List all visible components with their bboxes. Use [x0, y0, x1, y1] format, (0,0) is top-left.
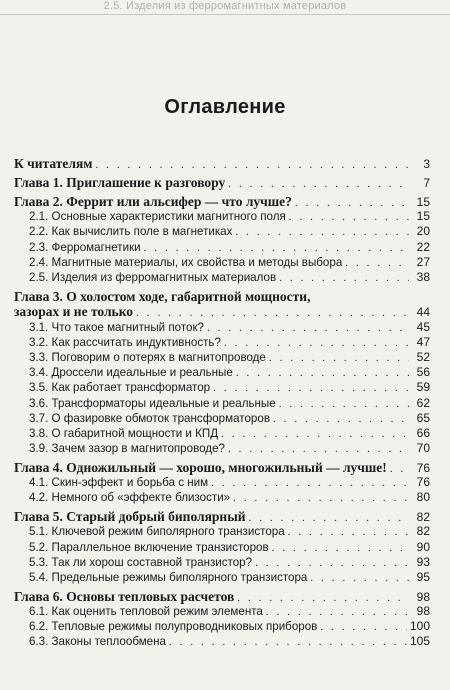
toc-page-number: 95	[416, 570, 430, 585]
toc-page-number: 38	[416, 270, 430, 285]
toc-chapter-entry[interactable]	[14, 509, 430, 525]
toc-section-entry[interactable]	[14, 411, 430, 426]
toc-entry-label: 3.7. О фазировке обмоток трансформаторов	[29, 411, 270, 425]
toc-entry-label: Глава 2. Феррит или альсифер — что лучше?	[14, 193, 292, 209]
toc-section-entry[interactable]	[14, 320, 430, 335]
toc-entry-label: 3.5. Как работает трансформатор	[29, 381, 211, 395]
toc-entry-label: Глава 3. О холостом ходе, габаритной мощности,	[14, 288, 311, 304]
dot-leader	[95, 158, 409, 174]
toc-entry-label: зазорах и не только	[14, 304, 134, 320]
toc-section-entry[interactable]	[14, 441, 430, 456]
toc-entry-label: 2.3. Ферромагнетики	[29, 240, 141, 254]
toc-page-number: 3	[423, 157, 430, 171]
dot-leader	[221, 427, 409, 442]
toc-page-number: 59	[416, 380, 430, 395]
dot-leader	[345, 256, 409, 271]
dot-leader	[228, 442, 409, 457]
toc-entry-label: 4.2. Немного об «эффекте близости»	[29, 491, 231, 505]
toc-section-entry[interactable]	[14, 335, 430, 350]
dot-leader	[237, 591, 409, 607]
toc-page-number: 90	[416, 539, 430, 554]
toc-entry-label: 3.6. Трансформаторы идеальные и реальные	[29, 396, 276, 410]
toc-page-number: 44	[416, 305, 430, 320]
toc-section-entry[interactable]	[14, 396, 430, 411]
dot-leader	[279, 397, 409, 412]
dot-leader	[255, 556, 409, 571]
toc-section-entry[interactable]	[14, 426, 430, 441]
dot-leader	[169, 635, 407, 650]
toc-chapter-entry[interactable]	[14, 156, 430, 172]
toc-entry-label: 4.1. Скин-эффект и борьба с ним	[29, 476, 209, 490]
toc-section-entry[interactable]	[14, 634, 430, 649]
toc-page-number: 70	[416, 441, 430, 456]
toc-page-number: 22	[416, 239, 430, 254]
page-title: Оглавление	[164, 96, 286, 118]
toc-entry-label: 5.1. Ключевой режим биполярного транзистора	[29, 525, 285, 539]
dot-leader	[273, 412, 409, 427]
toc-entry-label: 6.1. Как оценить тепловой режим элемента	[29, 605, 263, 619]
toc-page-number: 27	[416, 254, 430, 269]
toc-section-entry[interactable]	[14, 490, 430, 505]
toc-section-entry[interactable]	[14, 555, 430, 570]
dot-leader	[228, 177, 409, 193]
dot-leader	[390, 462, 409, 478]
toc-entry-label: К читателям	[14, 156, 93, 171]
toc-entry-label: 3.1. Что такое магнитный поток?	[29, 320, 204, 334]
toc-entry-label: 2.4. Магнитные материалы, их свойства и методы выбора	[29, 255, 343, 269]
dot-leader	[236, 366, 409, 381]
dot-leader	[266, 605, 409, 620]
toc-page-number: 98	[416, 604, 430, 619]
toc-page-number: 15	[416, 194, 430, 209]
toc-section-entry[interactable]	[14, 619, 430, 634]
toc-entry-label: Глава 6. Основы тепловых расчетов	[14, 588, 235, 604]
dot-leader	[295, 196, 409, 212]
toc-page-number: 62	[416, 395, 430, 410]
toc-page-number: 80	[416, 490, 430, 505]
dot-leader	[272, 541, 409, 556]
toc-page-number: 45	[416, 319, 430, 334]
dot-leader	[207, 321, 409, 336]
dot-leader	[310, 571, 409, 586]
toc-page-number: 66	[416, 425, 430, 440]
toc-entry-label: 6.2. Тепловые режимы полупроводниковых приборов	[29, 620, 318, 634]
toc-section-entry[interactable]	[14, 540, 430, 555]
toc-page-number: 47	[416, 334, 430, 349]
dot-leader	[288, 525, 409, 540]
dot-leader	[224, 336, 409, 351]
toc-section-entry[interactable]	[14, 270, 430, 285]
toc-entry-label: 2.2. Как вычислить поле в магнетиках	[29, 225, 233, 239]
toc-section-entry[interactable]	[14, 240, 430, 255]
toc-entry-label: 3.9. Зачем зазор в магнитопроводе?	[29, 442, 225, 456]
toc-entry-label: 6.3. Законы теплообмена	[29, 635, 166, 649]
toc-entry-label: 3.3. Поговорим о потерях в магнитопроводе	[29, 350, 266, 364]
toc-section-entry[interactable]	[14, 350, 430, 365]
toc-section-entry[interactable]	[14, 255, 430, 270]
toc-section-entry[interactable]	[14, 209, 430, 224]
toc-page-number: 20	[416, 224, 430, 239]
toc-page-number: 105	[409, 634, 430, 649]
dot-leader	[213, 381, 409, 396]
toc-entry-label: 5.2. Параллельное включение транзисторов	[29, 540, 269, 554]
toc-page-number: 65	[416, 410, 430, 425]
toc-entry-label: 2.1. Основные характеристики магнитного поля	[29, 210, 286, 224]
toc-chapter-entry[interactable]	[14, 194, 430, 210]
toc-page-number: 93	[416, 554, 430, 569]
dot-leader	[144, 241, 409, 256]
toc-page-number: 100	[409, 619, 430, 634]
toc-page-number: 98	[416, 589, 430, 604]
toc-entry-label: Глава 5. Старый добрый биполярный	[14, 508, 246, 524]
toc-entry-label: 5.3. Так ли хорош составной транзистор?	[29, 555, 253, 569]
toc-section-entry[interactable]	[14, 475, 430, 490]
dot-leader	[320, 620, 407, 635]
toc-chapter-entry[interactable]	[14, 304, 430, 320]
toc-page-number: 82	[416, 524, 430, 539]
toc-entry-label: 2.5. Изделия из ферромагнитных материалов	[29, 271, 277, 285]
toc-entry-label: Глава 4. Одножильный — хорошо, многожильный — лучше!	[14, 459, 387, 475]
toc-chapter-entry[interactable]	[14, 460, 430, 476]
toc-entry-label: 3.2. Как рассчитать индуктивность?	[29, 335, 221, 349]
toc-page-number: 82	[416, 509, 430, 524]
toc-page-number: 76	[416, 460, 430, 475]
toc-chapter-entry[interactable]	[14, 289, 430, 305]
toc-section-entry[interactable]	[14, 380, 430, 395]
dot-leader	[289, 210, 409, 225]
toc-section-entry[interactable]	[14, 524, 430, 539]
toc-section-entry[interactable]	[14, 604, 430, 619]
toc-section-entry[interactable]	[14, 365, 430, 380]
dot-leader	[269, 351, 409, 366]
table-of-contents	[14, 156, 430, 650]
toc-entry-label: 5.4. Предельные режимы биполярного транзистора	[29, 571, 308, 585]
toc-chapter-entry[interactable]	[14, 175, 430, 191]
toc-page-number: 56	[416, 365, 430, 380]
toc-page-number: 52	[416, 349, 430, 364]
dot-leader	[235, 225, 409, 240]
dot-leader	[279, 271, 409, 286]
toc-entry-label: Глава 1. Приглашение к разговору	[14, 174, 226, 190]
toc-chapter-entry[interactable]	[14, 589, 430, 605]
running-head-rule	[0, 14, 450, 15]
toc-entry-label: 3.8. О габаритной мощности и КПД	[29, 426, 219, 440]
toc-page-number: 76	[416, 475, 430, 490]
dot-leader	[233, 491, 409, 506]
toc-section-entry[interactable]	[14, 570, 430, 585]
toc-entry-label: 3.4. Дроссели идеальные и реальные	[29, 366, 233, 380]
dot-leader	[211, 476, 409, 491]
toc-section-entry[interactable]	[14, 224, 430, 239]
running-head-text: 2.5. Изделия из ферромагнитных материалов	[103, 0, 347, 12]
toc-page-number: 15	[416, 209, 430, 224]
toc-page-number: 7	[423, 175, 430, 190]
running-head	[0, 0, 450, 16]
